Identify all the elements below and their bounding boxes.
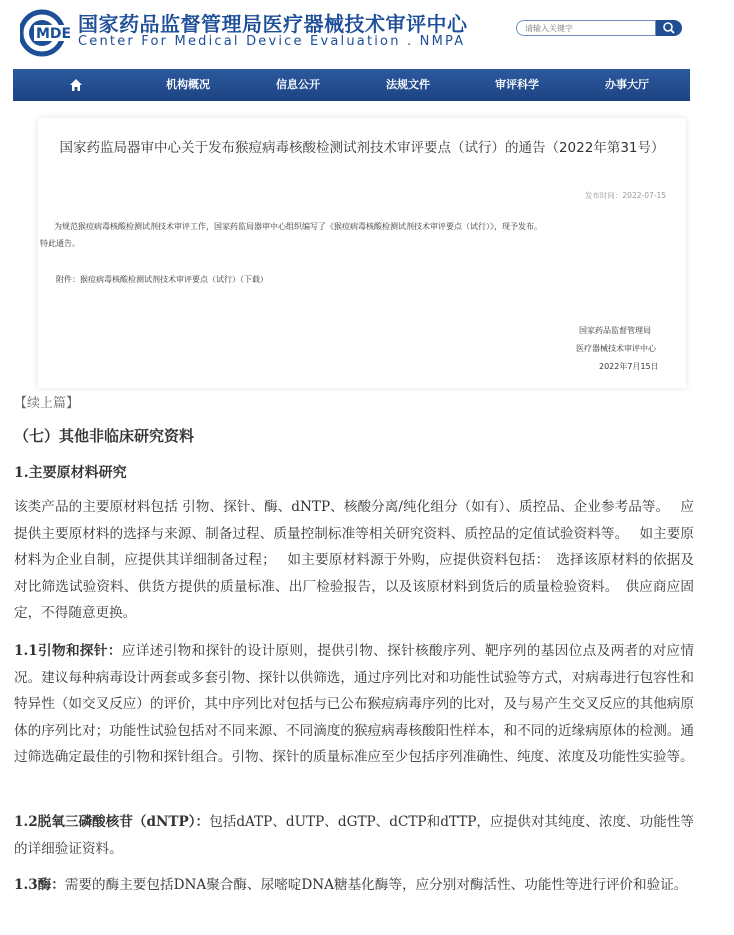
continued-label: 【续上篇】 (14, 396, 80, 411)
signature-center: 医疗器械技术审评中心 (576, 344, 656, 353)
search-icon (656, 20, 682, 36)
paragraph-dntp-body: 包括dATP、dUTP、dGTP、dCTP和dTTP，应提供对其纯度、浓度、功能性等的详细验证资料。 (14, 814, 695, 857)
nav-item-regulations[interactable]: 法规文件 (386, 78, 430, 91)
paragraph-enzyme-heading: 1.3酶： (14, 877, 65, 893)
logo-mark: MDE (36, 26, 72, 42)
notice-body: 为规范猴痘病毒核酸检测试剂技术审评工作，国家药监局器审中心组织编写了《猴痘病毒核酸检测试剂技术审评要点（试行）》，现予发布。 (54, 222, 542, 231)
paragraph-materials: 该类产品的主要原材料包括 引物、探针、酶、dNTP、核酸分离/纯化组分（如有）、质控品、企业参考品等。 应提供主要原材料的选择与来源、制备过程、质量控制标准等相关研究资料、质控品的定值试验资料等。 如主要原材料为企业自制，应提供其详细制备过程； 如主要原材料源于外购，应提供资料包括： 选择该原材料的依据及对比筛选试验资料、供货方提供的质量标准、出厂检验报告，以及该原材料到货后的质量检验资料。 供应商应固定，不得随意更换。 (14, 499, 694, 621)
paragraph-dntp (14, 809, 694, 862)
org-name-en: Center For Medical Device Evaluation . NMPA (78, 34, 466, 49)
org-name-cn: 国家药品监督管理局医疗器械技术审评中心 (78, 12, 468, 36)
search-box (516, 20, 682, 38)
notice-date: 发布时间：2022-07-15 (584, 191, 666, 200)
nav-item-science[interactable]: 审评科学 (495, 78, 539, 91)
mde-logo (20, 8, 76, 58)
paragraph-enzyme (14, 872, 694, 899)
search-input[interactable] (516, 20, 656, 36)
notice-title: 国家药监局器审中心关于发布猴痘病毒核酸检测试剂技术审评要点（试行）的通告（2022年第31号） (59, 140, 665, 156)
paragraph-enzyme-body: 需要的酶主要包括DNA聚合酶、尿嘧啶DNA糖基化酶等，应分别对酶活性、功能性等进行评价和验证。 (64, 877, 688, 893)
paragraph-dntp-heading: 1.2脱氧三磷酸核苷（dNTP）： (14, 814, 210, 830)
home-icon[interactable] (69, 78, 83, 92)
main-nav (13, 69, 690, 101)
subsection-title: 1.主要原材料研究 (14, 465, 127, 481)
nav-item-about[interactable]: 机构概况 (166, 78, 210, 91)
paragraph-primers (14, 638, 694, 771)
notice-closing: 特此通告。 (40, 239, 80, 248)
nav-item-services[interactable]: 办事大厅 (605, 78, 649, 91)
paragraph-primers-body: 应详述引物和探针的设计原则，提供引物、探针核酸序列、靶序列的基因位点及两者的对应情况。建议每种病毒设计两套或多套引物、探针以供筛选，通过序列比对和功能性试验等方式，对病毒进行包容性和特异性（如交叉反应）的评价，其中序列比对包括与已公布猴痘病毒序列的比对，及与易产生交叉反应的其他病原体的序列比对；功能性试验包括对不同来源、不同滴度的猴痘病毒核酸阳性样本，和不同的近缘病原体的检测。通过筛选确定最佳的引物和探针组合。引物、探针的质量标准应至少包括序列准确性、纯度、浓度及功能性实验等。 (14, 643, 694, 765)
signature-date: 2022年7月15日 (599, 362, 659, 371)
paragraph-primers-heading: 1.1引物和探针： (14, 643, 122, 659)
search-button[interactable] (656, 20, 682, 36)
attachment-link[interactable]: 附件：猴痘病毒核酸检测试剂技术审评要点（试行）（下载） (56, 275, 268, 284)
section-title: （七）其他非临床研究资料 (14, 427, 195, 445)
nav-item-info[interactable]: 信息公开 (276, 78, 320, 91)
signature-org: 国家药品监督管理局 (579, 326, 651, 335)
